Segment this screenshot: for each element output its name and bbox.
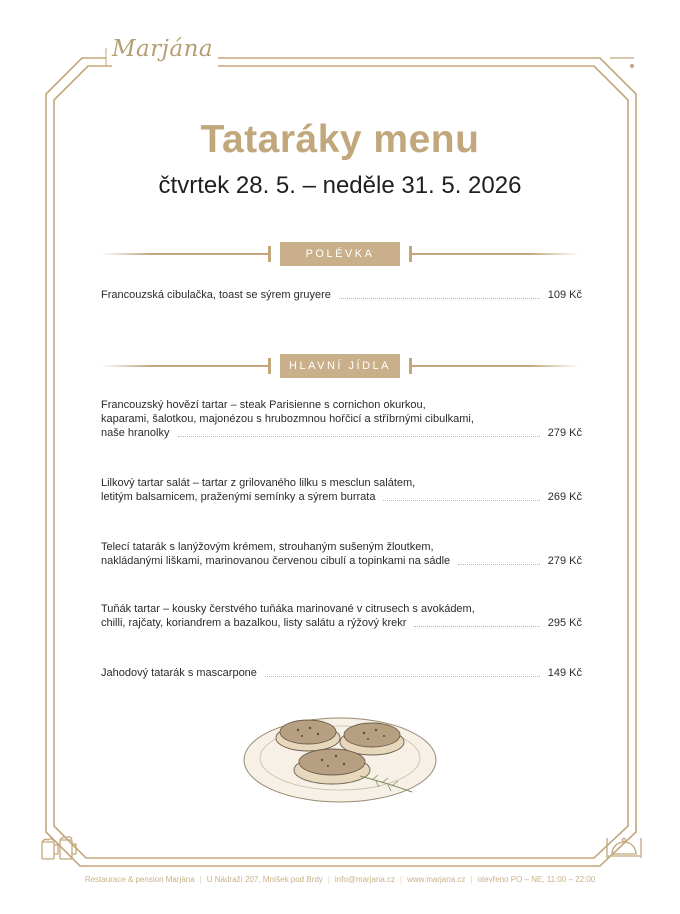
menu-item-line: naše hranolky (101, 427, 170, 439)
menu-item-line: letitým balsamicem, praženými semínky a sýrem burrata (101, 491, 376, 503)
menu-item-price: 149 Kč (547, 667, 582, 679)
footer-address: U Nádraží 207, Mníšek pod Brdy (206, 875, 323, 884)
menu-item-name: Francouzská cibulačka, toast se sýrem gruyere (101, 289, 331, 301)
dot-leader (458, 564, 540, 565)
footer-separator: | (327, 875, 330, 884)
dot-leader (265, 676, 540, 677)
section-header-mains (100, 354, 580, 378)
menu-item (101, 602, 582, 630)
footer-hours: otevřeno PO – NE, 11:00 – 22:00 (477, 875, 596, 884)
footer-separator: | (470, 875, 473, 884)
restaurant-logo: Marjána (112, 36, 214, 62)
tartar-plate-illustration (240, 698, 440, 816)
dot-leader (414, 626, 539, 627)
menu-item-line: kaparami, šalotkou, majonézou s hrubozmnou hořčicí a stříbrnými cibulkami, (101, 413, 474, 425)
menu-item-price: 295 Kč (547, 617, 582, 629)
menu-item-line: Lilkový tartar salát – tartar z grilovaného lilku s mesclun salátem, (101, 477, 416, 489)
menu-item-line: Tuňák tartar – kousky čerstvého tuňáka marinované v citrusech s avokádem, (101, 603, 475, 615)
menu-item-price: 279 Kč (547, 555, 582, 567)
menu-item-price: 269 Kč (547, 491, 582, 503)
menu-item (101, 288, 582, 302)
footer-separator: | (400, 875, 403, 884)
cloche-icon (604, 832, 644, 862)
dot-leader (339, 298, 540, 299)
divider-line-right (412, 253, 580, 255)
menu-item (101, 476, 582, 504)
dot-leader (178, 436, 540, 437)
menu-dates: čtvrtek 28. 5. – neděle 31. 5. 2026 (158, 172, 522, 199)
footer-restaurant: Restaurace & pension Marjána (84, 875, 195, 884)
menu-item-name: Jahodový tatarák s mascarpone (101, 667, 257, 679)
section-header-soup (100, 242, 580, 266)
menu-item-price: 279 Kč (547, 427, 582, 439)
beer-glasses-icon (38, 834, 80, 862)
page-title: Tataráky menu (200, 118, 480, 161)
divider-line-left (100, 253, 268, 255)
divider-line-left (100, 365, 268, 367)
menu-item-line: Telecí tatarák s lanýžovým krémem, strouhaným sušeným žloutkem, (101, 541, 434, 553)
dot-leader (383, 500, 539, 501)
menu-item (101, 398, 582, 440)
menu-item-line: nakládanými liškami, marinovanou červenou cibulí a topinkami na sádle (101, 555, 451, 567)
section-label-soup: POLÉVKA (280, 242, 400, 266)
menu-item-line: chilli, rajčaty, koriandrem a bazalkou, listy salátu a rýžový krekr (101, 617, 407, 629)
divider-tick (268, 358, 271, 374)
footer-web-link[interactable]: www.marjana.cz (407, 875, 466, 884)
menu-item (101, 540, 582, 568)
divider-tick (268, 246, 271, 262)
footer-email-link[interactable]: info@marjana.cz (334, 875, 396, 884)
menu-item (101, 666, 582, 680)
footer (0, 875, 680, 884)
divider-line-right (412, 365, 580, 367)
menu-item-price: 109 Kč (547, 289, 582, 301)
menu-item-line: Francouzský hovězí tartar – steak Parisienne s cornichon okurkou, (101, 399, 426, 411)
footer-separator: | (199, 875, 202, 884)
section-label-mains: HLAVNÍ JÍDLA (280, 354, 400, 378)
